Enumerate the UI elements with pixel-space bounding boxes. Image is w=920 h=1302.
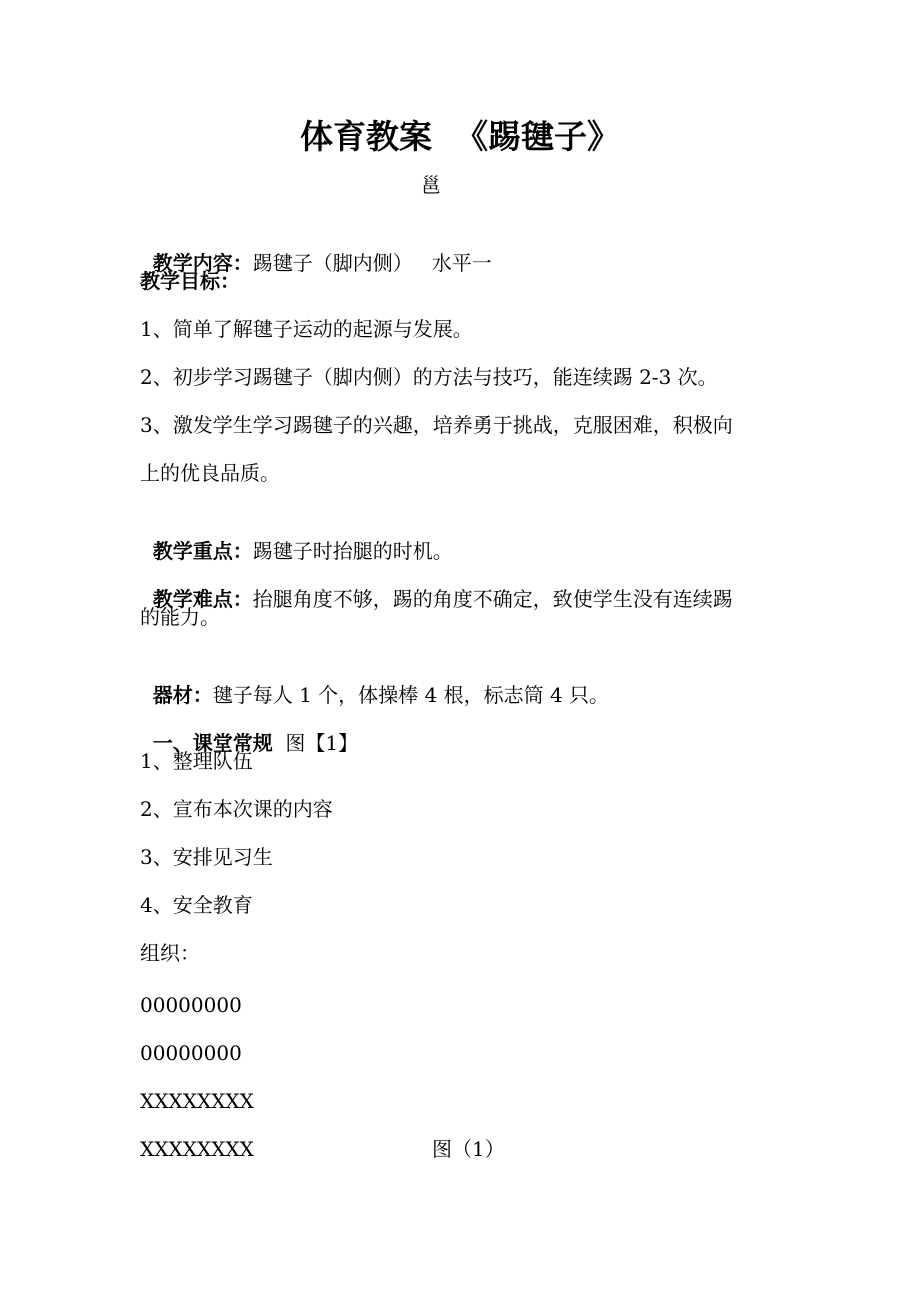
difficulty-label: 教学难点： bbox=[152, 587, 253, 611]
key-point-text: 踢毽子时抬腿的时机。 bbox=[252, 539, 453, 563]
routine-item: 3、安排见习生 bbox=[140, 845, 273, 869]
difficulty-continuation: 的能力。 bbox=[140, 605, 220, 629]
figure-caption: 图（1） bbox=[432, 1137, 505, 1161]
equipment-label: 器材： bbox=[152, 683, 213, 707]
key-point-label: 教学重点： bbox=[152, 539, 253, 563]
teaching-content-text: 踢毽子（脚内侧） 水平一 bbox=[252, 251, 492, 275]
formation-row: 00000000 bbox=[140, 993, 242, 1017]
figure-reference: 图【1】 bbox=[272, 731, 359, 755]
routine-item: 4、安全教育 bbox=[140, 893, 253, 917]
objective-item: 3、激发学生学习踢毽子的兴趣，培养勇于挑战，克服困难，积极向 bbox=[140, 413, 733, 437]
formation-row: XXXXXXXX bbox=[140, 1089, 254, 1113]
document-title: 体育教案 《踢毽子》 bbox=[300, 117, 620, 156]
objective-item: 1、简单了解毽子运动的起源与发展。 bbox=[140, 317, 473, 341]
formation-row: 00000000 bbox=[140, 1041, 242, 1065]
objectives-heading: 教学目标： bbox=[140, 269, 240, 293]
routine-item: 1、整理队伍 bbox=[140, 749, 253, 773]
objective-item: 2、初步学习踢毽子（脚内侧）的方法与技巧，能连续踢 2-3 次。 bbox=[140, 365, 718, 389]
routine-item: 2、宣布本次课的内容 bbox=[140, 797, 333, 821]
equipment-text: 毽子每人 1 个，体操棒 4 根，标志筒 4 只。 bbox=[212, 683, 610, 707]
formation-row: XXXXXXXX bbox=[140, 1137, 254, 1161]
objective-item-continuation: 上的优良品质。 bbox=[140, 461, 280, 485]
difficulty-text: 抬腿角度不够，踢的角度不确定，致使学生没有连续踢 bbox=[252, 587, 733, 611]
author-name: 邕 bbox=[421, 173, 441, 197]
organization-label: 组织： bbox=[140, 941, 200, 965]
difficulty bbox=[140, 554, 733, 614]
section-title: 一、课堂常规 bbox=[152, 731, 273, 755]
teaching-content-label: 教学内容： bbox=[152, 251, 253, 275]
